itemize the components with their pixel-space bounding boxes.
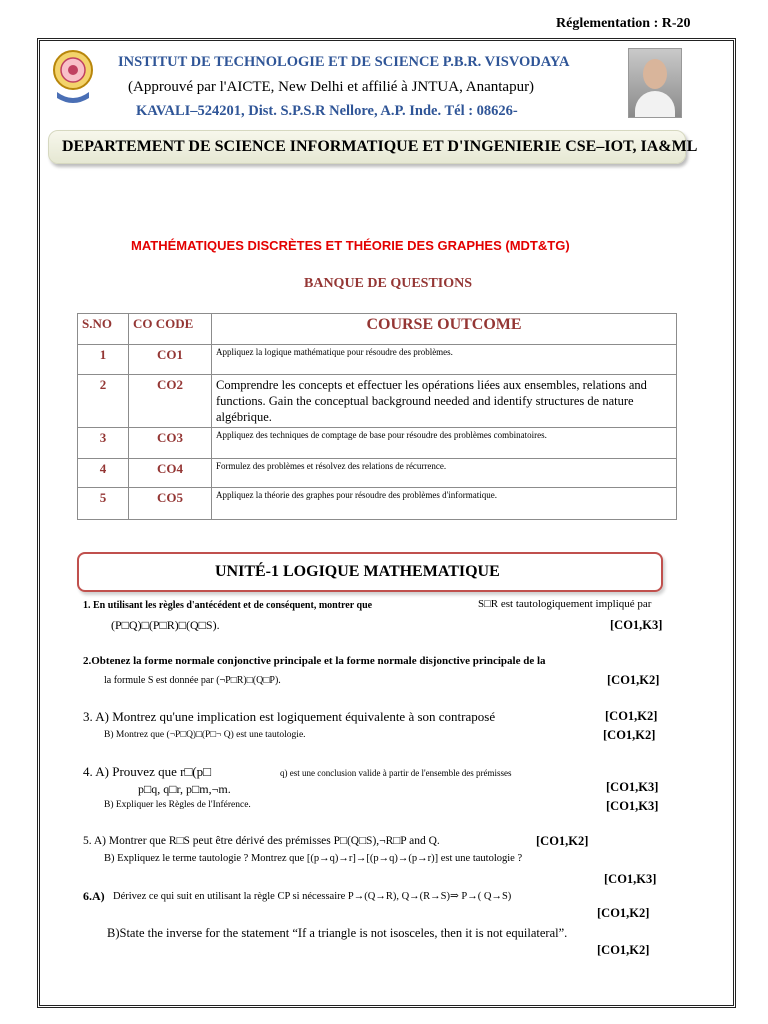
- question-bank-title: BANQUE DE QUESTIONS: [304, 276, 473, 291]
- institute-logo-icon: [52, 44, 94, 108]
- question-3a-tag: [CO1,K2]: [605, 709, 658, 723]
- table-row: [78, 375, 677, 428]
- row-code: CO3: [129, 428, 212, 459]
- table-row: [78, 488, 677, 520]
- question-1-text-cont: S□R est tautologiquement impliqué par: [478, 598, 652, 610]
- row-sno: 4: [78, 459, 129, 488]
- address-line: KAVALI–524201, Dist. S.P.S.R Nellore, A.P. Inde. Tél : 08626-: [136, 103, 518, 119]
- unit-title: UNITÉ-1 LOGIQUE MATHEMATIQUE: [215, 563, 500, 580]
- question-2-text: 2.Obtenez la forme normale conjonctive principale et la forme normale disjonctive principale de la: [83, 655, 546, 667]
- question-4b-text: B) Expliquer les Règles de l'Inférence.: [104, 800, 251, 810]
- row-sno: 2: [78, 375, 129, 428]
- question-1-formula: (P□Q)□(P□R)□(Q□S).: [111, 618, 220, 632]
- question-1-text: 1. En utilisant les règles d'antécédent et de conséquent, montrer que: [83, 600, 373, 611]
- row-code: CO1: [129, 345, 212, 375]
- question-6b-text: B)State the inverse for the statement “If a triangle is not isosceles, then it is not equilateral”.: [107, 926, 568, 940]
- header-sno: S.NO: [78, 314, 129, 345]
- table-row: [78, 345, 677, 375]
- question-4a-text: 4. A) Prouvez que r□(p□: [83, 764, 211, 779]
- row-code: CO5: [129, 488, 212, 520]
- row-outcome: Appliquez la logique mathématique pour résoudre des problèmes.: [212, 345, 677, 375]
- question-6-number: 6.A): [83, 889, 105, 903]
- question-5b-tag: [CO1,K3]: [604, 872, 657, 886]
- department-title: DEPARTEMENT DE SCIENCE INFORMATIQUE ET D'INGENIERIE CSE–IOT, IA&ML: [62, 138, 698, 155]
- question-4b-tag: [CO1,K3]: [606, 799, 659, 813]
- table-row: [78, 428, 677, 459]
- row-outcome: Appliquez des techniques de comptage de base pour résoudre des problèmes combinatoires.: [212, 428, 677, 459]
- row-sno: 3: [78, 428, 129, 459]
- regulation-label: Réglementation : R-20: [556, 16, 691, 31]
- question-6a-text: Dérivez ce qui suit en utilisant la règle CP si nécessaire P→(Q→R), Q→(R→S)⇒ P→( Q→S): [113, 891, 512, 902]
- row-sno: 1: [78, 345, 129, 375]
- approval-line: (Approuvé par l'AICTE, New Delhi et affilié à JNTUA, Anantapur): [128, 79, 535, 95]
- row-outcome: Formulez des problèmes et résolvez des relations de récurrence.: [212, 459, 677, 488]
- row-outcome: Appliquez la théorie des graphes pour résoudre des problèmes d'informatique.: [212, 488, 677, 520]
- question-5b-text: B) Expliquez le terme tautologie ? Montrez que [(p→q)→r]→[(p→q)→(p→r)] est une tautologie ?: [104, 853, 523, 864]
- row-code: CO4: [129, 459, 212, 488]
- question-2-tag: [CO1,K2]: [607, 673, 660, 687]
- question-4a-tag: [CO1,K3]: [606, 780, 659, 794]
- subject-title: MATHÉMATIQUES DISCRÈTES ET THÉORIE DES GRAPHES (MDT&TG): [131, 238, 570, 253]
- row-sno: 5: [78, 488, 129, 520]
- question-2-formula: la formule S est donnée par (¬P□R)□(Q□P).: [104, 675, 281, 686]
- question-4a-text-cont: q) est une conclusion valide à partir de l'ensemble des prémisses: [280, 768, 512, 778]
- row-outcome: Comprendre les concepts et effectuer les opérations liées aux ensembles, relations and functions. Gain the conceptual background needed and identify structures de nature algébrique.: [212, 375, 677, 428]
- question-3a-text: 3. A) Montrez qu'une implication est logiquement équivalente à son contraposé: [83, 709, 496, 724]
- table-row: [78, 459, 677, 488]
- question-5a-tag: [CO1,K2]: [536, 834, 589, 848]
- question-1-tag: [CO1,K3]: [610, 618, 663, 632]
- header-co-code: CO CODE: [129, 314, 212, 345]
- row-code: CO2: [129, 375, 212, 428]
- question-3b-tag: [CO1,K2]: [603, 728, 656, 742]
- table-header-row: [78, 314, 677, 345]
- question-3b-text: B) Montrez que (¬P□Q)□(P□¬ Q) est une tautologie.: [104, 730, 306, 740]
- question-6b-tag: [CO1,K2]: [597, 943, 650, 957]
- question-5a-text: 5. A) Montrer que R□S peut être dérivé des prémisses P□(Q□S),¬R□P and Q.: [83, 835, 440, 847]
- header-course-outcome: COURSE OUTCOME: [212, 314, 677, 345]
- question-4-premises: p□q, q□r, p□m,¬m.: [138, 782, 231, 796]
- question-6a-tag: [CO1,K2]: [597, 906, 650, 920]
- institute-name: INSTITUT DE TECHNOLOGIE ET DE SCIENCE P.B.R. VISVODAYA: [118, 54, 570, 70]
- founder-photo: [628, 48, 682, 118]
- course-outcome-table: [77, 313, 677, 520]
